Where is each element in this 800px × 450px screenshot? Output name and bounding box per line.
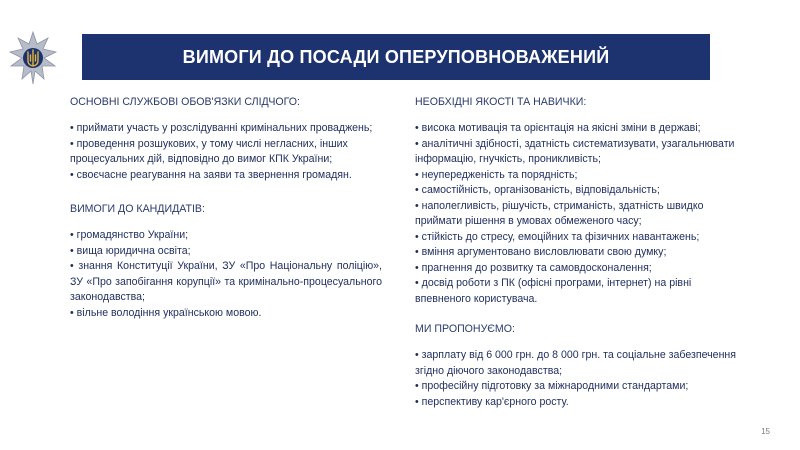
list-item: • самостійність, організованість, відповідальність; — [415, 183, 745, 199]
list-item: • наполегливість, рішучість, стриманість, здатність швидко приймати рішення в умовах обмеженого часу; — [415, 199, 745, 230]
skills-list — [415, 121, 745, 307]
list-item: • вміння аргументовано висловлювати свою думку; — [415, 245, 745, 261]
skills-heading: НЕОБХІДНІ ЯКОСТІ ТА НАВИЧКИ: — [415, 96, 587, 108]
list-item: • досвід роботи з ПК (офісні програми, інтернет) на рівні впевненого користувача. — [415, 276, 745, 307]
left-column — [70, 96, 382, 321]
page-title: ВИМОГИ ДО ПОСАДИ ОПЕРУПОВНОВАЖЕНИЙ — [182, 46, 610, 67]
duties-list — [70, 121, 382, 183]
list-item: • проведення розшукових, у тому числі негласних, інших процесуальних дій, відповідно до вимог КПК України; — [70, 137, 382, 168]
list-item: • вища юридична освіта; — [70, 244, 382, 260]
title-banner — [82, 34, 710, 80]
list-item: • прагнення до розвитку та самовдосконалення; — [415, 261, 745, 277]
list-item: • громадянство України; — [70, 228, 382, 244]
list-item: • професійну підготовку за міжнародними стандартами; — [415, 379, 745, 395]
list-item: • перспективу кар'єрного росту. — [415, 395, 745, 411]
list-item: • аналітичні здібності, здатність систематизувати, узагальнювати інформацію, гнучкість, проникливість; — [415, 137, 745, 168]
right-column — [415, 96, 745, 410]
requirements-heading: ВИМОГИ ДО КАНДИДАТІВ: — [70, 203, 205, 215]
police-emblem-icon — [8, 30, 58, 86]
list-item: • вільне володіння українською мовою. — [70, 306, 382, 322]
list-item: • стійкість до стресу, емоційних та фізичних навантажень; — [415, 230, 745, 246]
list-item: • приймати участь у розслідуванні кримінальних проваджень; — [70, 121, 382, 137]
offer-list — [415, 348, 745, 410]
duties-heading: ОСНОВНІ СЛУЖБОВІ ОБОВ'ЯЗКИ СЛІДЧОГО: — [70, 96, 300, 108]
list-item: • знання Конституції України, ЗУ «Про Національну поліцію», ЗУ «Про запобігання корупції» та кримінально-процесуального законодавства; — [70, 259, 382, 306]
list-item: • зарплату від 6 000 грн. до 8 000 грн. та соціальне забезпечення згідно діючого законодавства; — [415, 348, 745, 379]
list-item: • неупередженість та порядність; — [415, 168, 745, 184]
list-item: • своєчасне реагування на заяви та звернення громадян. — [70, 168, 382, 184]
list-item: • висока мотивація та орієнтація на якісні зміни в державі; — [415, 121, 745, 137]
requirements-list — [70, 228, 382, 321]
offer-heading: МИ ПРОПОНУЄМО: — [415, 323, 515, 335]
page-number: 15 — [761, 427, 770, 436]
